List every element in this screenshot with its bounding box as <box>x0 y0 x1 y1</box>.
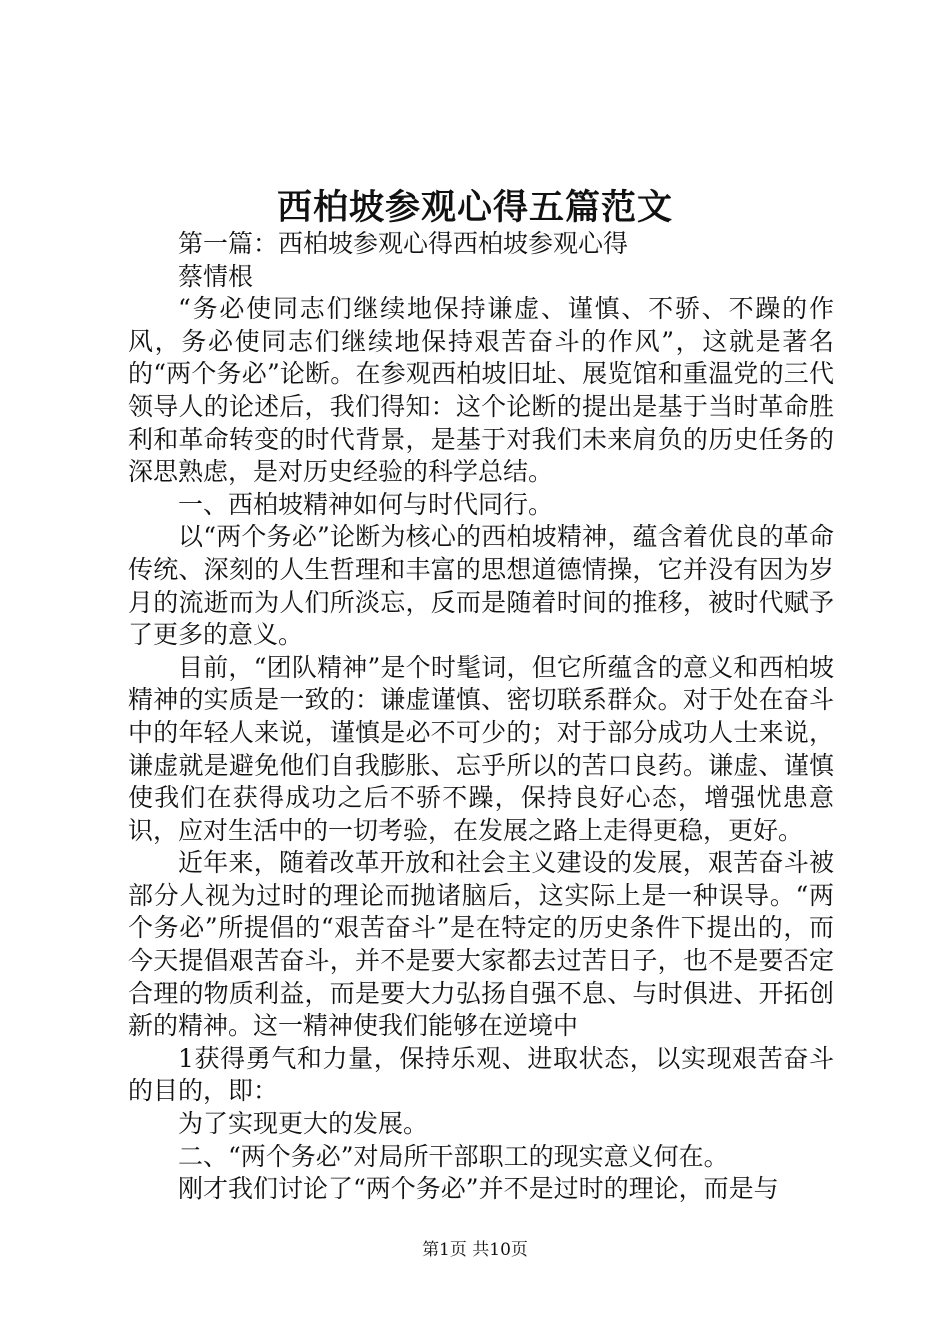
paragraph: 1获得勇气和力量，保持乐观、进取状态，以实现艰苦奋斗的目的，即： <box>128 1043 834 1106</box>
document-title: 西柏坡参观心得五篇范文 <box>276 187 673 228</box>
paragraph-section-heading: 第一篇：西柏坡参观心得西柏坡参观心得 <box>178 229 629 258</box>
page-number-footer: 第1页 共10页 <box>422 1240 528 1260</box>
paragraph-author: 蔡情根 <box>178 261 254 291</box>
paragraph-subheading: 一、西柏坡精神如何与时代同行。 <box>178 489 554 519</box>
paragraph: 近年来，随着改革开放和社会主义建设的发展，艰苦奋斗被部分人视为过时的理论而抛诸脑后，这实际上是一种误导。“两个务必”所提倡的“艰苦奋斗”是在特定的历史条件下提出的，而今天提倡艰苦奋斗，并不是要大家都去过苦日子，也不是要否定合理的物质利益，而是要大力弘扬自强不息、与时俱进、开拓创新的精神。这一精神使我们能够在逆境中 <box>128 848 834 1041</box>
paragraph: 目前，“团队精神”是个时髦词，但它所蕴含的意义和西柏坡精神的实质是一致的：谦虚谨慎、密切联系群众。对于处在奋斗中的年轻人来说，谨慎是必不可少的；对于部分成功人士来说，谦虚就是避免他们自我膨胀、忘乎所以的苦口良药。谦虚、谨慎使我们在获得成功之后不骄不躁，保持良好心态，增强忧患意识，应对生活中的一切考验，在发展之路上走得更稳，更好。 <box>128 652 834 845</box>
paragraph: 为了实现更大的发展。 <box>178 1109 429 1139</box>
paragraph: “务必使同志们继续地保持谦虚、谨慎、不骄、不躁的作风，务必使同志们继续地保持艰苦奋斗的作风”，这就是著名的“两个务必”论断。在参观西柏坡旧址、展览馆和重温党的三代领导人的论述后，我们得知：这个论断的提出是基于当时革命胜利和革命转变的时代背景，是基于对我们未来肩负的历史任务的深思熟虑，是对历史经验的科学总结。 <box>128 294 834 487</box>
paragraph-subheading: 二、“两个务必”对局所干部职工的现实意义何在。 <box>178 1141 729 1171</box>
paragraph: 刚才我们讨论了“两个务必”并不是过时的理论，而是与 <box>178 1174 779 1204</box>
document-body <box>128 228 834 1206</box>
paragraph: 以“两个务必”论断为核心的西柏坡精神，蕴含着优良的革命传统、深刻的人生哲理和丰富的思想道德情操，它并没有因为岁月的流逝而为人们所淡忘，反而是随着时间的推移，被时代赋予了更多的意义。 <box>128 522 834 650</box>
